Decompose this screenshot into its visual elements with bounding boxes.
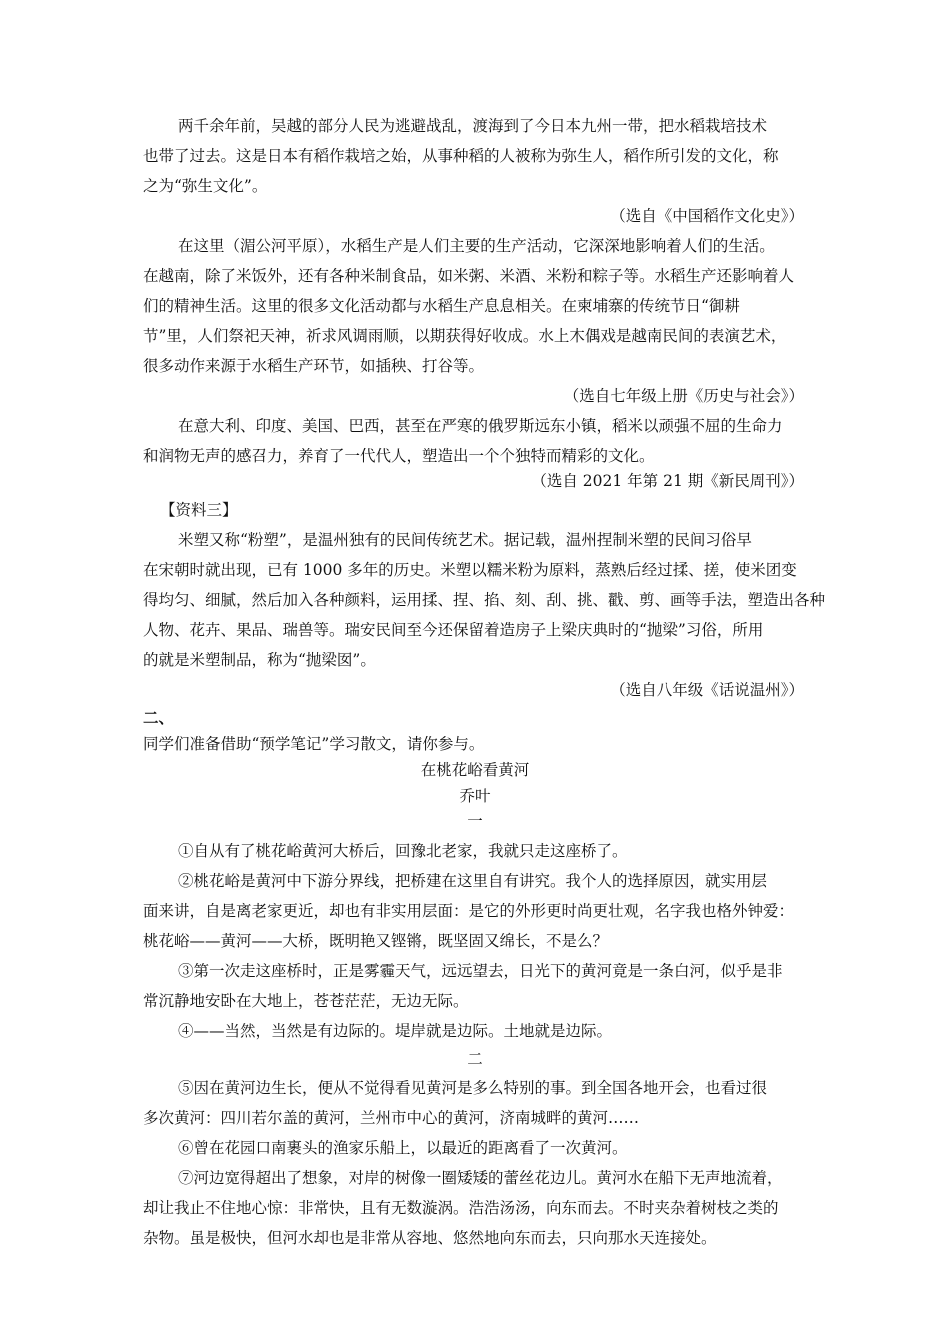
article-paragraph-line: ③第一次走这座桥时，正是雾霾天气，远远望去，日光下的黄河竟是一条白河，似乎是非 — [178, 962, 783, 980]
article-paragraph-line: ④——当然，当然是有边际的。堤岸就是边际。土地就是边际。 — [178, 1022, 613, 1040]
article-paragraph-line: 桃花峪——黄河——大桥，既明艳又铿锵，既坚固又绵长，不是么？ — [143, 932, 609, 950]
article-paragraph-line: 却让我止不住地心惊：非常快，且有无数漩涡。浩浩汤汤，向东而去。不时夹杂着树枝之类的 — [143, 1199, 779, 1217]
section-heading: 二、 — [143, 708, 175, 727]
article-title: 在桃花峪看黄河 — [420, 761, 530, 779]
para1-line: 之为“弥生文化”。 — [143, 177, 268, 195]
article-paragraph-line: 常沉静地安卧在大地上，苍苍茫茫，无边无际。 — [143, 992, 469, 1010]
article-paragraph-line: 面来讲，自是离老家更近，却也有非实用层面：是它的外形更时尚更壮观，名字我也格外钟爱： — [143, 902, 795, 920]
para4-line: 在宋朝时就出现，已有 1000 多年的历史。米塑以糯米粉为原料，蒸熟后经过揉、搓，使米团变 — [143, 561, 797, 579]
article-paragraph-line: 杂物。虽是极快，但河水却也是非常从容地、悠然地向东而去，只向那水天连接处。 — [143, 1229, 717, 1247]
instruction-text: 同学们准备借助“预学笔记”学习散文，请你参与。 — [143, 735, 485, 753]
article-paragraph-line: ⑤因在黄河边生长，便从不觉得看见黄河是多么特别的事。到全国各地开会，也看过很 — [178, 1079, 768, 1097]
source-citation: （选自八年级《话说温州》） — [610, 681, 804, 699]
article-paragraph-line: ⑥曾在花园口南裹头的渔家乐船上，以最近的距离看了一次黄河。 — [178, 1139, 628, 1157]
article-paragraph-line: ①自从有了桃花峪黄河大桥后，回豫北老家，我就只走这座桥了。 — [178, 842, 628, 860]
para4-line: 的就是米塑制品，称为“抛梁囡”。 — [143, 651, 376, 669]
para2-line: 节”里，人们祭祀天神，祈求风调雨顺，以期获得好收成。水上木偶戏是越南民间的表演艺术， — [143, 327, 787, 345]
source-citation: （选自 2021 年第 21 期《新民周刊》） — [531, 472, 804, 490]
article-author: 乔叶 — [459, 787, 491, 805]
para4-line: 得均匀、细腻，然后加入各种颜料，运用揉、捏、掐、刻、刮、挑、戳、剪、画等手法，塑造出各种 — [143, 591, 826, 609]
para3-line: 和润物无声的感召力，养育了一代代人，塑造出一个个独特而精彩的文化。 — [143, 447, 655, 465]
para2-line: 在越南，除了米饭外，还有各种米制食品，如米粥、米酒、米粉和粽子等。水稻生产还影响着人 — [143, 267, 795, 285]
para2-line: 们的精神生活。这里的很多文化活动都与水稻生产息息相关。在柬埔寨的传统节日“御耕 — [143, 297, 740, 315]
para1-line: 两千余年前，吴越的部分人民为逃避战乱，渡海到了今日本九州一带，把水稻栽培技术 — [178, 117, 768, 135]
para1-line: 也带了过去。这是日本有稻作栽培之始，从事种稻的人被称为弥生人，稻作所引发的文化，称 — [143, 147, 779, 165]
part-label: 二 — [467, 1050, 483, 1068]
para4-line: 米塑又称“粉塑”，是温州独有的民间传统艺术。据记载，温州捏制米塑的民间习俗早 — [178, 531, 752, 549]
part-label: 一 — [467, 812, 483, 830]
article-paragraph-line: 多次黄河：四川若尔盖的黄河，兰州市中心的黄河，济南城畔的黄河…… — [143, 1109, 640, 1127]
source-citation: （选自七年级上册《历史与社会》） — [563, 387, 804, 405]
para4-line: 人物、花卉、果品、瑞兽等。瑞安民间至今还保留着造房子上梁庆典时的“抛梁”习俗，所用 — [143, 621, 764, 639]
article-paragraph-line: ②桃花峪是黄河中下游分界线，把桥建在这里自有讲究。我个人的选择原因，就实用层 — [178, 872, 768, 890]
para2-line: 很多动作来源于水稻生产环节，如插秧、打谷等。 — [143, 357, 485, 375]
material3-label: 【资料三】 — [160, 501, 238, 519]
source-citation: （选自《中国稻作文化史》） — [610, 207, 804, 225]
article-paragraph-line: ⑦河边宽得超出了想象，对岸的树像一圈矮矮的蕾丝花边儿。黄河水在船下无声地流着， — [178, 1169, 783, 1187]
para2-line: 在这里（湄公河平原），水稻生产是人们主要的生产活动，它深深地影响着人们的生活。 — [178, 237, 775, 255]
para3-line: 在意大利、印度、美国、巴西，甚至在严寒的俄罗斯远东小镇，稻米以顽强不屈的生命力 — [178, 417, 783, 435]
